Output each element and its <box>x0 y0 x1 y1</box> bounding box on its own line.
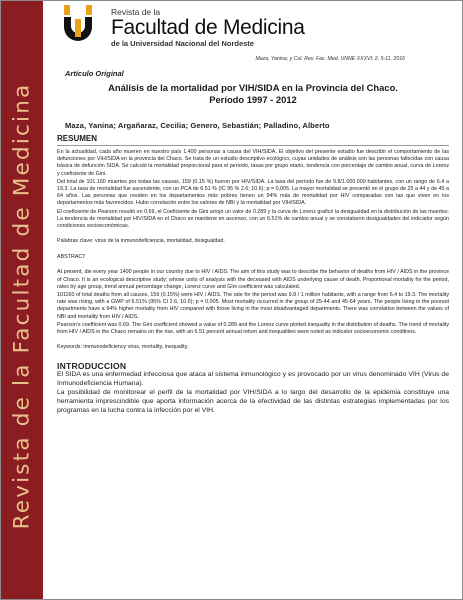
intro-paragraph: La posibilidad de monitorear el perfil de la mortalidad por VIH/SIDA a lo largo del desarrollo de la epidemia constituye una herramienta imprescindible que aporta información acerca de la efectividad de las distintas estrategias implementadas por los programas en la lucha contra la infección por el VIH. <box>57 389 449 415</box>
resumen-paragraph: En la actualidad, cada año mueren en nuestro país 1.400 personas a causa del VIH/SIDA. El objetivo del presente estudio fue describir el comportamiento de las defunciones por VIH/SIDA en la provincia del Chaco. Se trata de un estudio descriptivo ecológico, cuyas unidades de análisis son las personas fallecidas con causa básica de defunción SIDA. Se calculó la mortalidad proporcional para el período, tasas por grupo etario, tendencia con porcentaje de cambio anual, curva de Lorenz y coeficiente de Gini. <box>57 149 449 177</box>
resumen-paragraph: El coeficiente de Pearson resultó en 0.69, el Coeficiente de Gini arrojó un valor de 0.289 y la curva de Lorenz graficó la desigualdad en la distribución de las muertes. La tendencia de mortalidad por HIV/SIDA en el Chaco se mantiene en ascenso, con un 6.51% de cambio anual y se constataron desigualdades del indicador según condiciones socioeconómicas. <box>57 208 449 230</box>
sidebar-journal-name: Revista de la Facultad de Medicina <box>9 82 35 530</box>
article-title <box>57 82 449 106</box>
resumen-heading: RESUMEN <box>57 134 98 143</box>
title-line-1: Análisis de la mortalidad por VIH/SIDA en la Provincia del Chaco. <box>108 82 398 93</box>
abstract-paragraph: Pearson's coefficient was 0.69. The Gini coefficient showed a value of 0.289 and the Lorenz curve plotted inequality in the distribution of deaths. The trend of mortality from HIV / AIDS in the Chaco remains on the rise, with an 6.51 percent annual return and inequalities were noted as indicator socioeconomic conditions. <box>57 321 449 336</box>
authors: Maza, Yanina; Argañaraz, Cecilia; Genero, Sebastián; Palladino, Alberto <box>65 121 330 130</box>
article-type: Artículo Original <box>65 69 124 78</box>
resumen-keywords: Palabras clave: virus de la inmunodeficiencia, mortalidad, desigualdad. <box>57 238 225 245</box>
brand-line-main: Facultad de Medicina <box>111 16 305 39</box>
section-divider <box>57 145 449 146</box>
title-line-2: Período 1997 - 2012 <box>209 94 297 105</box>
article-body <box>57 69 449 416</box>
journal-brand <box>111 7 305 48</box>
intro-heading: INTRODUCCION <box>57 361 127 372</box>
journal-header <box>63 5 453 55</box>
university-shield-icon <box>63 5 93 45</box>
brand-line-top: Revista de la <box>111 7 161 17</box>
abstract-heading: ABSTRACT <box>57 254 86 261</box>
abstract-keywords: Keywords: immunodeficiency virus, mortality, inequality. <box>57 344 189 351</box>
journal-sidebar <box>1 1 43 599</box>
citation: Maza, Yanina; y Col. Rev. Fac. Med. UNNE XXXVI: 2, 5-11, 2016 <box>255 56 405 62</box>
intro-paragraph: El SIDA es una enfermedad infecciosa que ataca al sistema inmunológico y es provocado por un virus denominado VIH (Virus de Inmunodeficiencia Humana). <box>57 371 449 388</box>
abstract-paragraph: 101160 of total deaths from all causes, 159 (0.15%) were HIV / AIDS. The rate for the period was 9.8 / 1 million habitants, with a range from 6.4 to 19.3. The mortality rate was rising, with a GWP of 6.51% (95% CI 2.6, 10.6); p = 0.005. Most mortality occurred in the group of 25-44 and 45-64 years. The people living in the poorest departments have a 94% higher mortality from HIV compared with those living in the most disadvantaged departments. There was correlation between the values of NBI and mortality from HIV / AIDS. <box>57 292 449 320</box>
resumen-paragraph: Del total de 101.160 muertes por todas las causas, 159 (0.15 %) fueron por HIV/SIDA. La tasa del período fue de 9.8/1.000.000 habitantes, con un rango de 6.4 a 19.3. La tasa de mortalidad fue ascendente, con un PCA de 6.51 % (IC 95 % 2.6; 10.6); p = 0,005. La mayor mortalidad se presentó en el grupo de 25 a 44 y de 45 a 64 años. Las personas que residen en los departamentos más pobres tienen un 94% más de mortalidad por HIV comparadas con las que viven en los departamentos más favorecidos. Hubo correlación entre los valores de NBI y la mortalidad por VIH/SIDA. <box>57 178 449 207</box>
abstract-paragraph: At present, die every year 1400 people in our country due to HIV / AIDS. The aim of this study was to describe the behavior of deaths from HIV / AIDS in the province of Chaco. It is an ecological descriptive study; whose units of analysis with the deceased with AIDS underlying cause of death. Proportional mortality for the period, rates by age group, trend annual percentage change, Lorenz curve and Gini coefficient was calculated. <box>57 269 449 290</box>
brand-line-bottom: de la Universidad Nacional del Nordeste <box>111 39 254 48</box>
